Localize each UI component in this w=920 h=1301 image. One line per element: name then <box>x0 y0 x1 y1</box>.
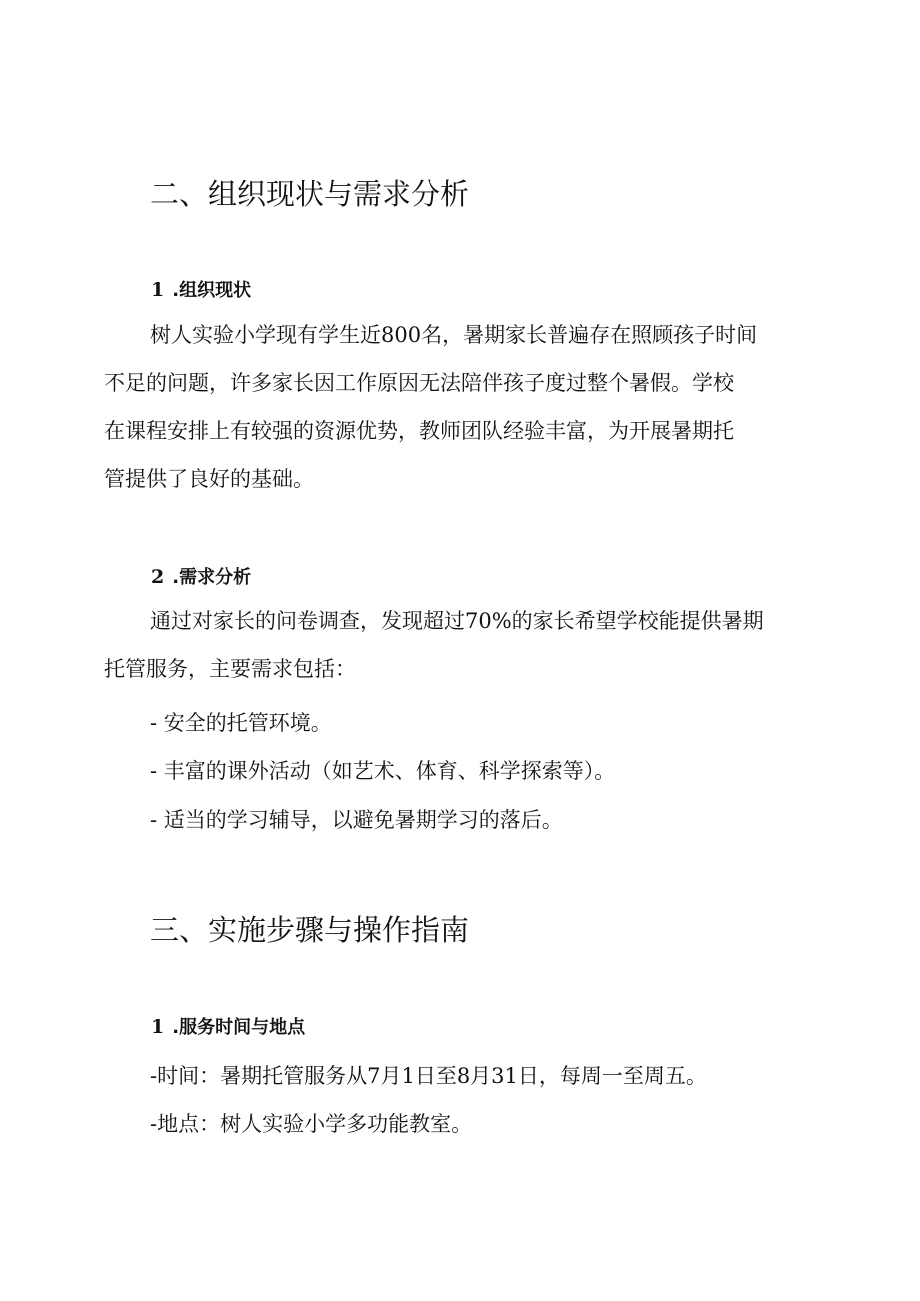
paragraph-demand-analysis <box>104 597 824 693</box>
service-time-item: -时间：暑期托管服务从7月1日至8月31日，每周一至周五。 <box>150 1064 707 1088</box>
section-heading-implementation: 三、实施步骤与操作指南 <box>150 913 470 947</box>
subheading-number: 2 <box>151 566 165 588</box>
subheading-title: .需求分析 <box>172 567 252 588</box>
section-heading-organization-status: 二、组织现状与需求分析 <box>150 177 470 211</box>
subheading-demand-analysis <box>151 563 251 589</box>
demand-bullet-tutoring: - 适当的学习辅导，以避免暑期学习的落后。 <box>150 808 563 832</box>
subheading-service-time-location <box>151 1013 305 1039</box>
subheading-number: 1 <box>151 279 165 301</box>
subheading-organization-status <box>151 276 251 302</box>
paragraph-line: 树人实验小学现有学生近800名，暑期家长普遍存在照顾孩子时间 <box>150 323 758 347</box>
paragraph-organization-status <box>104 311 824 503</box>
paragraph-line: 托管服务，主要需求包括： <box>104 657 356 681</box>
paragraph-line: 通过对家长的问卷调查，发现超过70%的家长希望学校能提供暑期 <box>150 609 764 633</box>
subheading-title: .服务时间与地点 <box>172 1017 306 1038</box>
paragraph-line: 管提供了良好的基础。 <box>104 467 314 491</box>
subheading-title: .组织现状 <box>172 280 252 301</box>
demand-bullet-activities: - 丰富的课外活动（如艺术、体育、科学探索等）。 <box>150 759 616 783</box>
paragraph-line: 在课程安排上有较强的资源优势，教师团队经验丰富，为开展暑期托 <box>104 419 734 443</box>
subheading-number: 1 <box>151 1016 165 1038</box>
service-location-item: -地点：树人实验小学多功能教室。 <box>150 1112 473 1136</box>
paragraph-line: 不足的问题，许多家长因工作原因无法陪伴孩子度过整个暑假。学校 <box>104 371 734 395</box>
demand-bullet-safety: - 安全的托管环境。 <box>150 711 332 735</box>
